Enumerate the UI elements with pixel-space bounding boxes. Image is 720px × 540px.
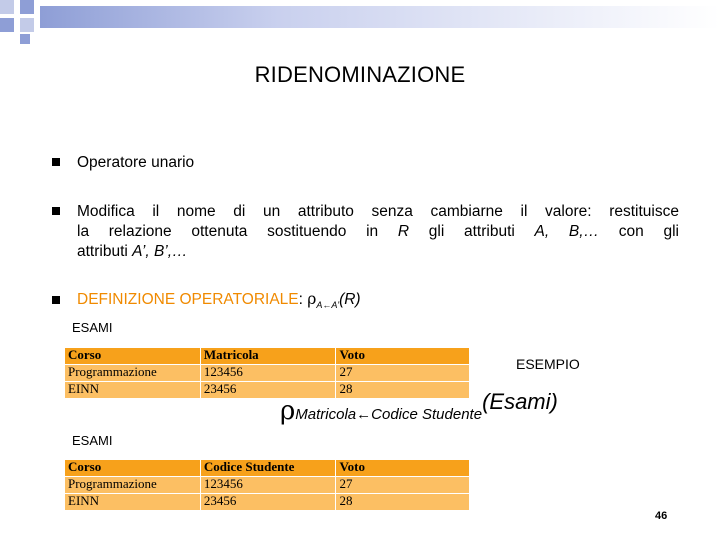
table-cell: Programmazione (65, 365, 201, 382)
table-cell: 28 (336, 494, 470, 511)
relation-r: R (397, 223, 410, 240)
bullet-text: gli attributi (409, 223, 535, 240)
attributes-a-b: A, B,… (534, 223, 600, 240)
table-row (65, 494, 470, 511)
bullet-line-3 (77, 242, 679, 261)
table-cell: 27 (336, 365, 470, 382)
table-cell: 28 (336, 382, 470, 399)
esami-label: ESAMI (72, 433, 113, 448)
table-cell: EINN (65, 494, 201, 511)
table-row (65, 365, 470, 382)
bullet-text: con gli (599, 223, 679, 240)
rename-expression (280, 389, 558, 426)
table-row (65, 477, 470, 494)
esami-label: ESAMI (72, 320, 113, 335)
header-cell: Codice Studente (200, 460, 336, 477)
header-cell: Voto (336, 348, 470, 365)
relation-arg: (R) (339, 291, 361, 308)
bullet-marker (52, 207, 60, 215)
esami-renamed-table (64, 459, 470, 511)
header-decoration (0, 0, 720, 46)
table-header-row (65, 348, 470, 365)
bullet-definizione (77, 290, 361, 315)
table-cell: 27 (336, 477, 470, 494)
bullet-marker (52, 158, 60, 166)
definizione-label: DEFINIZIONE OPERATORIALE (77, 291, 299, 308)
header-cell: Voto (336, 460, 470, 477)
bullet-text: attributi (77, 243, 133, 260)
bullet-line-1 (77, 202, 679, 221)
header-cell: Corso (65, 348, 201, 365)
rename-subscript: Matricola←Codice Studente (295, 406, 483, 423)
header-cell: Matricola (200, 348, 336, 365)
bullet-line-2 (77, 222, 679, 241)
header-cell: Corso (65, 460, 201, 477)
table-cell: 23456 (200, 494, 336, 511)
bullet-text: Modifica il nome di un attributo senza cambiarne il valore: restituisce (77, 203, 679, 220)
slide-title: RIDENOMINAZIONE (254, 62, 466, 87)
bullet-marker (52, 296, 60, 304)
bullet-operatore-unario: Operatore unario (77, 154, 195, 171)
esami-table (64, 347, 470, 399)
relation-arg: (Esami) (482, 389, 558, 414)
table-cell: 123456 (200, 365, 336, 382)
esempio-label: ESEMPIO (516, 356, 580, 372)
table-header-row (65, 460, 470, 477)
table-cell: Programmazione (65, 477, 201, 494)
rho-symbol: ρ (307, 290, 317, 308)
bullet-text: la relazione ottenuta sostituendo in (77, 223, 398, 240)
attributes-a-b-prime: A’, B’,… (132, 243, 188, 260)
page-number: 46 (655, 510, 668, 522)
rho-symbol: ρ (280, 396, 296, 426)
colon: : (298, 291, 303, 308)
rename-subscript: A←A’ (316, 300, 340, 311)
table-cell: EINN (65, 382, 201, 399)
table-cell: 123456 (200, 477, 336, 494)
table-cell: 23456 (200, 382, 336, 399)
